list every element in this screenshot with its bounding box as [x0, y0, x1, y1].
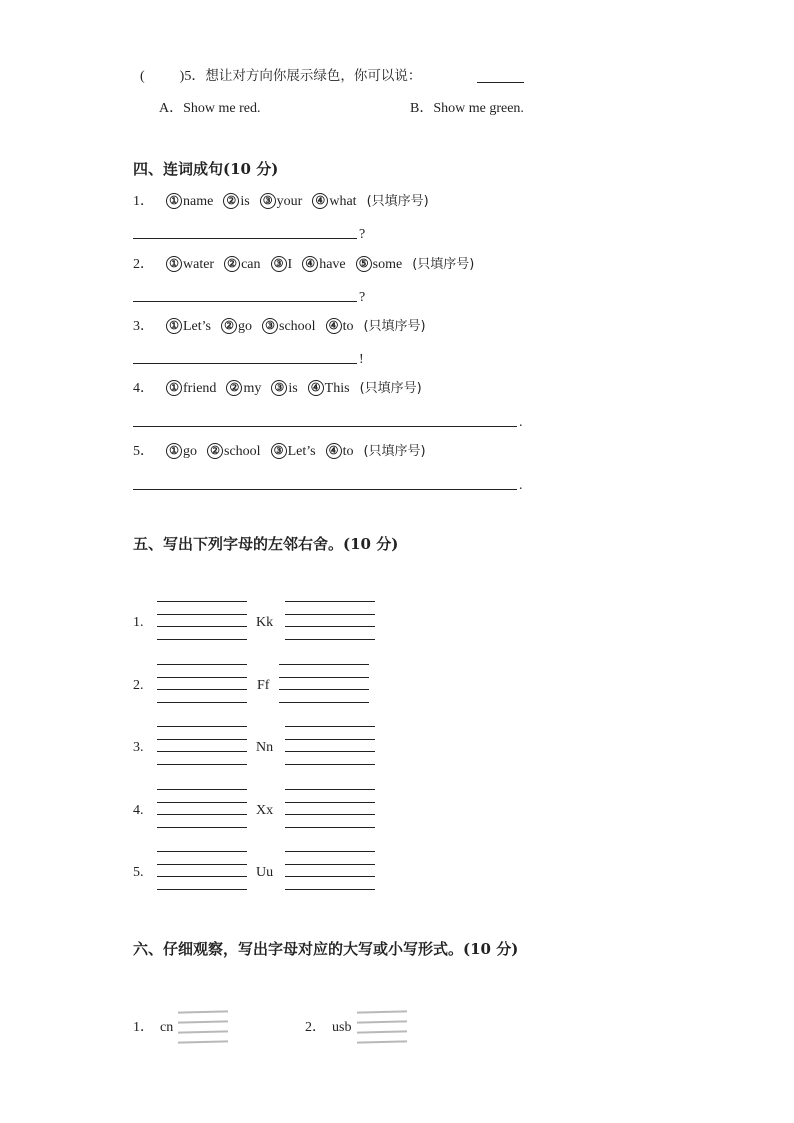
order-hint: (只填序号): [366, 194, 429, 209]
word-option: school: [224, 444, 261, 459]
left-writing-line[interactable]: [157, 814, 247, 815]
section6-item: [305, 1019, 351, 1037]
answer-line[interactable]: [133, 363, 357, 364]
order-circle-3: ③: [260, 193, 276, 209]
letter-pair: Nn: [256, 740, 274, 755]
order-circle-2: ②: [224, 256, 240, 272]
right-writing-line[interactable]: [279, 689, 369, 690]
left-writing-line[interactable]: [157, 739, 247, 740]
right-writing-line[interactable]: [285, 851, 375, 852]
given-letters: cn: [160, 1020, 174, 1035]
order-circle-2: ②: [226, 380, 242, 396]
end-punctuation: .: [519, 478, 523, 493]
right-writing-line[interactable]: [285, 726, 375, 727]
right-writing-line[interactable]: [279, 702, 369, 703]
item-number: 2．: [133, 257, 154, 272]
word-option: some: [372, 257, 403, 272]
writing-line[interactable]: [357, 1030, 407, 1033]
writing-line[interactable]: [178, 1010, 228, 1013]
order-circle-1: ①: [166, 318, 182, 334]
left-writing-line[interactable]: [157, 664, 247, 665]
q5-option-a[interactable]: A．Show me red.: [159, 101, 261, 116]
section4-item: [133, 193, 429, 211]
order-circle-2: ②: [207, 443, 223, 459]
left-writing-line[interactable]: [157, 827, 247, 828]
item-number: 5．: [133, 444, 154, 459]
right-writing-line[interactable]: [279, 664, 369, 665]
writing-line[interactable]: [178, 1020, 228, 1023]
right-writing-line[interactable]: [279, 677, 369, 678]
word-option: can: [241, 257, 261, 272]
writing-line[interactable]: [178, 1030, 228, 1033]
item-number: 1．: [133, 194, 154, 209]
order-hint: (只填序号): [363, 319, 426, 334]
answer-line[interactable]: [133, 426, 517, 427]
item-number: 1.: [133, 615, 144, 630]
writing-line[interactable]: [357, 1020, 407, 1023]
right-writing-line[interactable]: [285, 601, 375, 602]
left-writing-line[interactable]: [157, 677, 247, 678]
item-number: 5.: [133, 865, 144, 880]
word-option: I: [287, 257, 293, 272]
writing-line[interactable]: [178, 1040, 228, 1043]
order-circle-3: ③: [271, 380, 287, 396]
word-option: go: [183, 444, 197, 459]
letter-pair: Xx: [256, 803, 274, 818]
end-punctuation: !: [359, 352, 364, 367]
q5-question-line: [140, 67, 421, 86]
answer-line[interactable]: [133, 489, 517, 490]
section5-title: 五、写出下列字母的左邻右舍。(10 分): [133, 535, 399, 553]
order-circle-3: ③: [271, 256, 287, 272]
order-circle-4: ④: [312, 193, 328, 209]
letter-pair: Ff: [257, 678, 270, 693]
word-option: Let’s: [183, 319, 211, 334]
order-hint: (只填序号): [363, 444, 426, 459]
left-writing-line[interactable]: [157, 702, 247, 703]
section6-item: [133, 1019, 173, 1037]
writing-line[interactable]: [357, 1010, 407, 1013]
left-writing-line[interactable]: [157, 802, 247, 803]
order-circle-1: ①: [166, 256, 182, 272]
word-option: is: [288, 381, 298, 396]
section6-title: 六、仔细观察，写出字母对应的大写或小写形式。(10 分): [133, 940, 519, 958]
left-writing-line[interactable]: [157, 864, 247, 865]
order-circle-5: ⑤: [356, 256, 372, 272]
q5-answer-blank[interactable]: [477, 82, 524, 83]
q5-answer-paren[interactable]: ( ): [140, 69, 185, 84]
order-circle-2: ②: [221, 318, 237, 334]
writing-line[interactable]: [357, 1040, 407, 1043]
word-option: school: [279, 319, 316, 334]
end-punctuation: ?: [359, 227, 366, 242]
right-writing-line[interactable]: [285, 827, 375, 828]
right-writing-line[interactable]: [285, 876, 375, 877]
q5-number: 5．: [184, 69, 206, 84]
order-circle-4: ④: [302, 256, 318, 272]
order-circle-1: ①: [166, 443, 182, 459]
right-writing-line[interactable]: [285, 626, 375, 627]
left-writing-line[interactable]: [157, 614, 247, 615]
right-writing-line[interactable]: [285, 789, 375, 790]
left-writing-line[interactable]: [157, 751, 247, 752]
left-writing-line[interactable]: [157, 789, 247, 790]
word-option: name: [183, 194, 214, 209]
left-writing-line[interactable]: [157, 601, 247, 602]
order-hint: (只填序号): [412, 257, 475, 272]
answer-line[interactable]: [133, 238, 357, 239]
item-number: 4.: [133, 803, 144, 818]
left-writing-line[interactable]: [157, 876, 247, 877]
order-circle-3: ③: [271, 443, 287, 459]
order-hint: (只填序号): [359, 381, 422, 396]
q5-option-b[interactable]: B．Show me green.: [410, 101, 524, 116]
item-number: 3．: [133, 319, 154, 334]
order-circle-1: ①: [166, 380, 182, 396]
end-punctuation: .: [519, 415, 523, 430]
order-circle-3: ③: [262, 318, 278, 334]
word-option: have: [319, 257, 346, 272]
left-writing-line[interactable]: [157, 639, 247, 640]
right-writing-line[interactable]: [285, 751, 375, 752]
left-writing-line[interactable]: [157, 889, 247, 890]
letter-pair: Uu: [256, 865, 274, 880]
word-option: is: [240, 194, 250, 209]
section4-item: [133, 256, 474, 274]
word-option: what: [329, 194, 357, 209]
order-circle-4: ④: [326, 443, 342, 459]
word-option: Let’s: [287, 444, 316, 459]
section4-item: [133, 380, 422, 398]
word-option: your: [276, 194, 303, 209]
item-number: 1．: [133, 1020, 154, 1035]
order-circle-2: ②: [223, 193, 239, 209]
right-writing-line[interactable]: [285, 802, 375, 803]
left-writing-line[interactable]: [157, 626, 247, 627]
item-number: 4．: [133, 381, 154, 396]
right-writing-line[interactable]: [285, 864, 375, 865]
left-writing-line[interactable]: [157, 851, 247, 852]
right-writing-line[interactable]: [285, 764, 375, 765]
right-writing-line[interactable]: [285, 889, 375, 890]
word-option: go: [238, 319, 252, 334]
given-letters: usb: [332, 1020, 352, 1035]
end-punctuation: ?: [359, 290, 366, 305]
section4-item: [133, 318, 426, 336]
left-writing-line[interactable]: [157, 726, 247, 727]
item-number: 2.: [133, 678, 144, 693]
order-circle-4: ④: [326, 318, 342, 334]
section4-title: 四、连词成句(10 分): [133, 160, 279, 178]
word-option: water: [183, 257, 215, 272]
answer-line[interactable]: [133, 301, 357, 302]
item-number: 2．: [305, 1020, 326, 1035]
item-number: 3.: [133, 740, 144, 755]
left-writing-line[interactable]: [157, 764, 247, 765]
order-circle-1: ①: [166, 193, 182, 209]
word-option: to: [342, 444, 354, 459]
right-writing-line[interactable]: [285, 614, 375, 615]
q5-text: 想让对方向你展示绿色，你可以说：: [205, 68, 422, 84]
left-writing-line[interactable]: [157, 689, 247, 690]
word-option: my: [243, 381, 262, 396]
section4-item: [133, 443, 426, 461]
word-option: This: [324, 381, 350, 396]
word-option: to: [342, 319, 354, 334]
right-writing-line[interactable]: [285, 739, 375, 740]
word-option: friend: [183, 381, 217, 396]
right-writing-line[interactable]: [285, 814, 375, 815]
letter-pair: Kk: [256, 615, 274, 630]
right-writing-line[interactable]: [285, 639, 375, 640]
order-circle-4: ④: [308, 380, 324, 396]
